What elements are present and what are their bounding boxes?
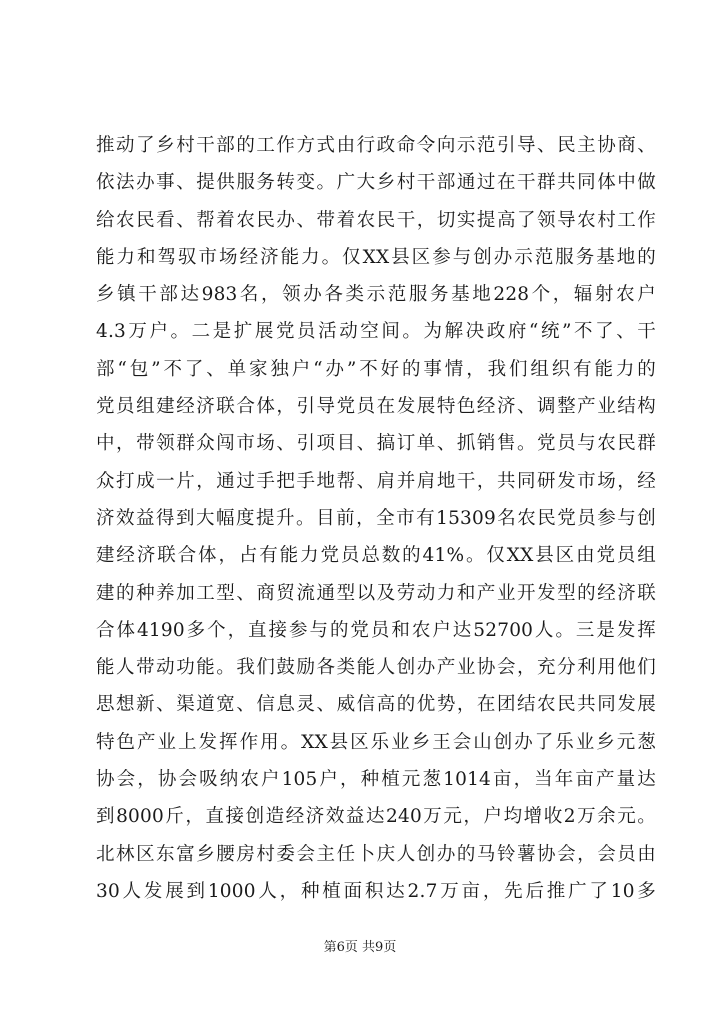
text-line: 协会，协会吸纳农户105户，种植元葱1014亩，当年亩产量达 bbox=[96, 769, 656, 791]
text-line: 乡镇干部达983名，领办各类示范服务基地228个，辐射农户 bbox=[96, 284, 656, 306]
text-line: 党员组建经济联合体，引导党员在发展特色经济、调整产业结构 bbox=[96, 396, 656, 418]
text-line: 推动了乡村干部的工作方式由行政命令向示范引导、民主协商、 bbox=[96, 135, 656, 156]
text-line: 合体4190多个，直接参与的党员和农户达52700人。三是发挥 bbox=[96, 619, 656, 641]
text-line: 依法办事、提供服务转变。广大乡村干部通过在干群共同体中做 bbox=[96, 172, 656, 194]
text-line: 特色产业上发挥作用。XX县区乐业乡王会山创办了乐业乡元葱 bbox=[96, 731, 656, 753]
text-line: 能力和驾驭市场经济能力。仅XX县区参与创办示范服务基地的 bbox=[96, 246, 656, 268]
text-line: 北林区东富乡腰房村委会主任卜庆人创办的马铃薯协会，会员由 bbox=[96, 843, 656, 865]
text-line: 部“包”不了、单家独户“办”不好的事情，我们组织有能力的 bbox=[96, 358, 656, 380]
text-line: 建的种养加工型、商贸流通型以及劳动力和产业开发型的经济联 bbox=[96, 582, 656, 604]
text-line: 30人发展到1000人，种植面积达2.7万亩，先后推广了10多 bbox=[96, 880, 656, 902]
text-line: 能人带动功能。我们鼓励各类能人创办产业协会，充分利用他们 bbox=[96, 657, 656, 679]
text-line: 众打成一片，通过手把手地帮、肩并肩地干，共同研发市场，经 bbox=[96, 470, 656, 492]
text-line: 到8000斤，直接创造经济效益达240万元，户均增收2万余元。 bbox=[96, 806, 656, 828]
text-line: 中，带领群众闯市场、引项目、搞订单、抓销售。党员与农民群 bbox=[96, 433, 656, 455]
page-number-footer: 第6页 共9页 bbox=[323, 940, 397, 955]
text-line: 建经济联合体，占有能力党员总数的41%。仅XX县区由党员组 bbox=[96, 545, 656, 567]
text-line: 济效益得到大幅度提升。目前，全市有15309名农民党员参与创 bbox=[96, 507, 656, 529]
text-line: 思想新、渠道宽、信息灵、威信高的优势，在团结农民共同发展 bbox=[96, 694, 656, 716]
text-line: 4.3万户。二是扩展党员活动空间。为解决政府“统”不了、干 bbox=[96, 321, 656, 343]
text-line: 给农民看、帮着农民办、带着农民干，切实提高了领导农村工作 bbox=[96, 209, 656, 231]
body-text bbox=[96, 127, 656, 910]
